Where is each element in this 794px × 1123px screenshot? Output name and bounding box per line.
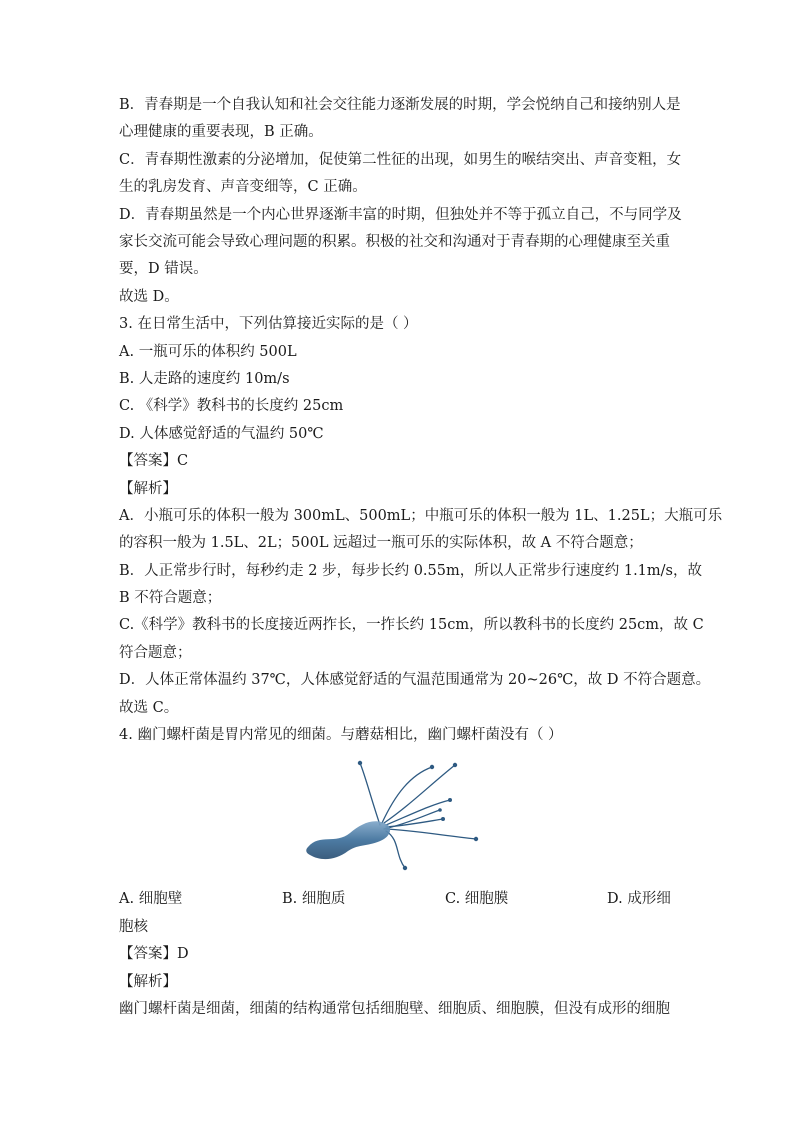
- text-line: 故选 D。: [119, 289, 179, 305]
- analysis-label: 【解析】: [119, 974, 177, 990]
- text-line: B 不符合题意；: [119, 590, 222, 606]
- text-line: 要，D 错误。: [119, 261, 208, 277]
- text-line: B．人正常步行时，每秒约走 2 步，每步长约 0.55m，所以人正常步行速度约 1.1m/s，故: [119, 563, 702, 579]
- option-c: C. 《科学》教科书的长度约 25cm: [119, 398, 344, 414]
- bacterium-illustration: [300, 755, 500, 875]
- text-line: 胞核: [119, 919, 148, 935]
- answer-label: 【答案】C: [119, 453, 189, 469]
- text-line: 生的乳房发育、声音变细等，C 正确。: [119, 179, 367, 195]
- option-d: D. 人体感觉舒适的气温约 50℃: [119, 426, 324, 442]
- option-b: B. 细胞质: [282, 891, 346, 907]
- text-line: A．小瓶可乐的体积一般为 300mL、500mL；中瓶可乐的体积一般为 1L、1.25L；大瓶可乐: [119, 508, 723, 524]
- option-a: A. 一瓶可乐的体积约 500L: [119, 344, 297, 360]
- text-line: C．青春期性激素的分泌增加，促使第二性征的出现，如男生的喉结突出、声音变粗，女: [119, 152, 682, 168]
- option-a: A. 细胞壁: [119, 891, 183, 907]
- text-line: 符合题意；: [119, 645, 192, 661]
- text-line: 幽门螺杆菌是细菌，细菌的结构通常包括细胞壁、细胞质、细胞膜，但没有成形的细胞: [119, 1001, 670, 1017]
- text-line: 家长交流可能会导致心理问题的积累。积极的社交和沟通对于青春期的心理健康至关重: [119, 234, 670, 250]
- answer-label: 【答案】D: [119, 946, 189, 962]
- option-c: C. 细胞膜: [445, 891, 509, 907]
- text-line: C.《科学》教科书的长度接近两拃长，一拃长约 15cm，所以教科书的长度约 25cm，故 C: [119, 617, 704, 633]
- text-line: D．人体正常体温约 37℃，人体感觉舒适的气温范围通常为 20~26℃，故 D 不符合题意。: [119, 672, 711, 688]
- question-3-stem: 3. 在日常生活中，下列估算接近实际的是（ ）: [119, 316, 418, 332]
- analysis-label: 【解析】: [119, 481, 177, 497]
- option-d: D. 成形细: [607, 891, 671, 907]
- text-line: 的容积一般为 1.5L、2L；500L 远超过一瓶可乐的实际体积，故 A 不符合题意；: [119, 535, 643, 551]
- text-line: B．青春期是一个自我认知和社会交往能力逐渐发展的时期，学会悦纳自己和接纳别人是: [119, 97, 681, 113]
- question-4-stem: 4. 幽门螺杆菌是胃内常见的细菌。与蘑菇相比，幽门螺杆菌没有（ ）: [119, 727, 563, 743]
- option-b: B. 人走路的速度约 10m/s: [119, 371, 290, 387]
- text-line: 心理健康的重要表现，B 正确。: [119, 124, 323, 140]
- text-line: D．青春期虽然是一个内心世界逐渐丰富的时期，但独处并不等于孤立自己，不与同学及: [119, 207, 682, 223]
- text-line: 故选 C。: [119, 700, 179, 716]
